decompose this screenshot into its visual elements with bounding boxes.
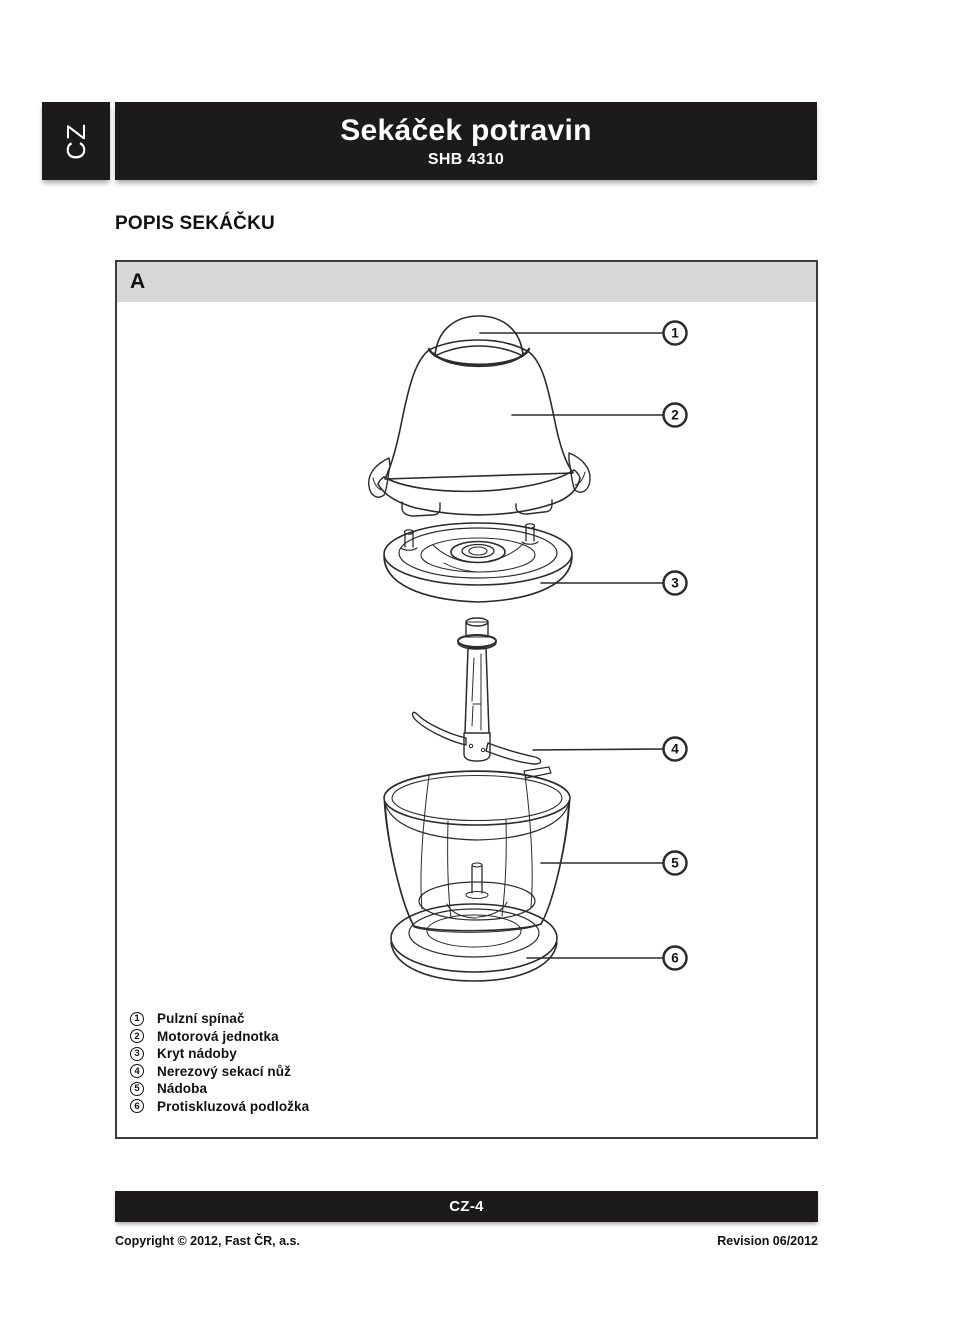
legend-number-badge: 3 xyxy=(130,1047,144,1061)
callout-1 xyxy=(480,322,687,345)
legend-item xyxy=(130,1028,309,1046)
legend-item xyxy=(130,1063,309,1081)
language-tab xyxy=(42,102,110,180)
callout-2-number: 2 xyxy=(671,407,679,423)
callout-3-number: 3 xyxy=(671,575,679,591)
legend-item xyxy=(130,1080,309,1098)
legend-number-badge: 4 xyxy=(130,1064,144,1078)
callout-2 xyxy=(512,404,687,427)
motor-unit-drawing xyxy=(369,316,590,516)
product-model: SHB 4310 xyxy=(427,150,505,168)
legend-item xyxy=(130,1045,309,1063)
copyright-text: Copyright © 2012, Fast ČR, a.s. xyxy=(115,1234,300,1248)
legend-item xyxy=(130,1098,309,1116)
legend-label: Nerezový sekací nůž xyxy=(157,1063,291,1079)
section-heading: POPIS SEKÁČKU xyxy=(115,213,275,234)
legend-number-badge: 5 xyxy=(130,1082,144,1096)
callout-1-number: 1 xyxy=(671,325,679,341)
legend-label: Pulzní spínač xyxy=(157,1011,245,1027)
figure-box xyxy=(115,260,818,1139)
legend-number-badge: 2 xyxy=(130,1029,144,1043)
figure-label: A xyxy=(130,270,146,293)
callout-4 xyxy=(533,738,687,761)
blade-drawing xyxy=(413,618,541,764)
legend-label: Protiskluzová podložka xyxy=(157,1098,310,1114)
legend-number-badge: 6 xyxy=(130,1099,144,1113)
legend-label: Kryt nádoby xyxy=(157,1046,237,1062)
legend-item xyxy=(130,1010,309,1028)
header-title-bar xyxy=(115,102,817,180)
parts-legend xyxy=(130,1010,309,1115)
pulse-switch-drawing xyxy=(435,316,523,356)
callout-3 xyxy=(541,572,687,595)
legend-label: Motorová jednotka xyxy=(157,1028,279,1044)
bowl-drawing xyxy=(384,767,570,932)
figure-label-band xyxy=(117,262,816,302)
callout-4-number: 4 xyxy=(671,741,679,757)
callouts xyxy=(480,322,687,970)
footer-page-bar xyxy=(115,1191,818,1222)
legend-label: Nádoba xyxy=(157,1081,208,1097)
footer-meta-line xyxy=(115,1234,818,1248)
callout-5-number: 5 xyxy=(671,855,679,871)
legend-number-badge: 1 xyxy=(130,1012,144,1026)
revision-text: Revision 06/2012 xyxy=(717,1234,818,1248)
product-title: Sekáček potravin xyxy=(340,113,592,147)
base-pad-drawing xyxy=(391,904,557,981)
lid-drawing xyxy=(384,523,572,602)
language-tab-label: CZ xyxy=(60,122,91,160)
page-number-label: CZ-4 xyxy=(449,1198,484,1215)
exploded-diagram xyxy=(117,302,816,1002)
callout-6-number: 6 xyxy=(671,950,679,966)
